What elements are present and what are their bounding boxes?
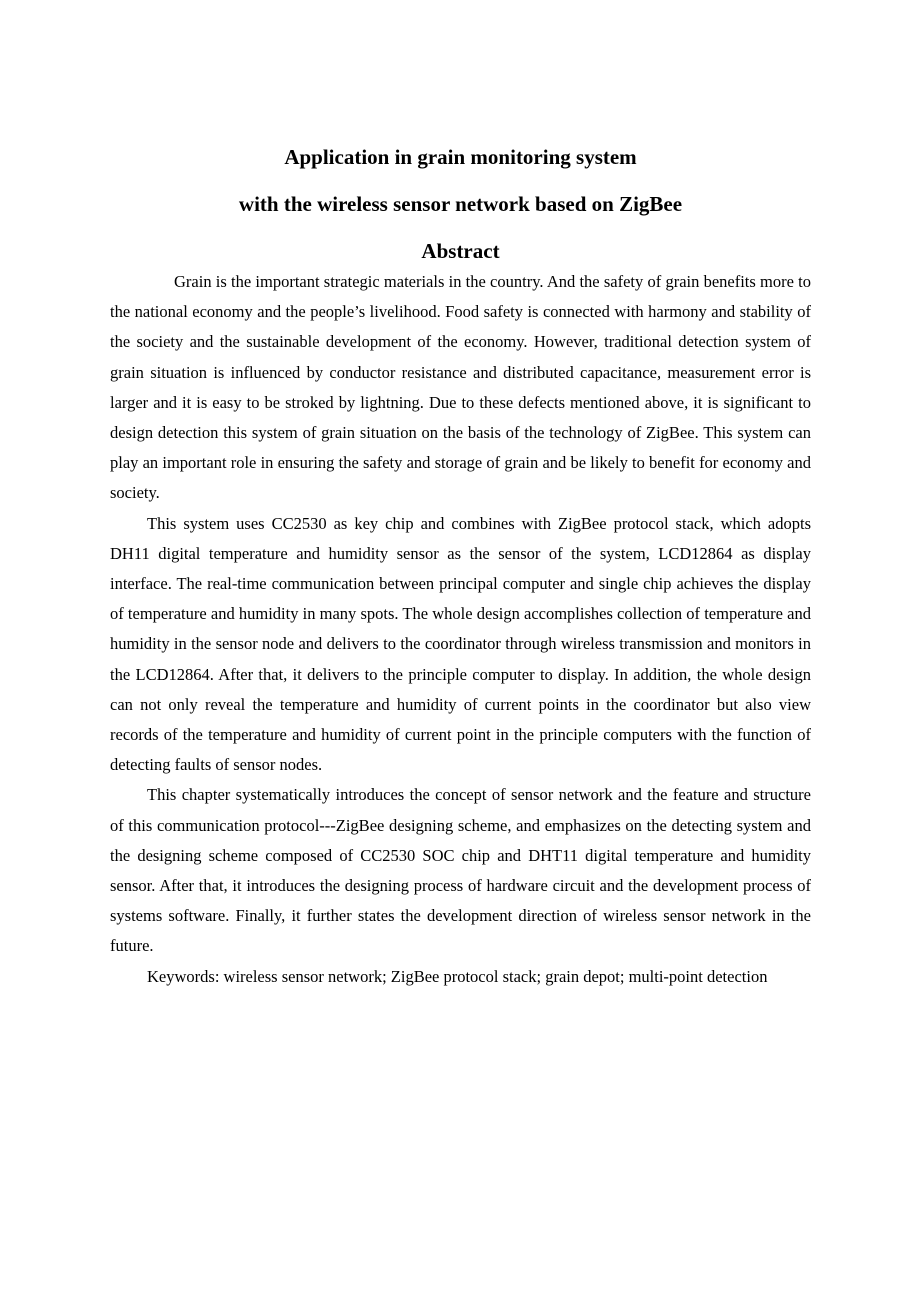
document-title-line-1: Application in grain monitoring system [284,145,637,169]
abstract-body [110,267,811,992]
abstract-paragraph-2: This system uses CC2530 as key chip and combines with ZigBee protocol stack, which adopts DH11 digital temperature and humidity sensor as the sensor of the system, LCD12864 as display interface. The real-time communication between principal computer and single chip achieves the display of temperature and humidity in many spots. The whole design accomplishes collection of temperature and humidity in the sensor node and delivers to the coordinator through wireless transmission and monitors in the LCD12864. After that, it delivers to the principle computer to display. In addition, the whole design can not only reveal the temperature and humidity of current points in the coordinator but also view records of the temperature and humidity of current point in the principle computers with the function of detecting faults of sensor nodes. [110,513,811,775]
abstract-heading: Abstract [421,239,500,263]
keywords-paragraph: Keywords: wireless sensor network; ZigBee protocol stack; grain depot; multi-point detection [147,966,768,986]
abstract-paragraph-1: Grain is the important strategic materials in the country. And the safety of grain benefits more to the national economy and the people’s livelihood. Food safety is connected with harmony and stability of the society and the sustainable development of the economy. However, traditional detection system of grain situation is influenced by conductor resistance and distributed capacitance, measurement error is larger and it is easy to be stroked by lightning. Due to these defects mentioned above, it is significant to design detection this system of grain situation on the basis of the technology of ZigBee. This system can play an important role in ensuring the safety and storage of grain and be likely to benefit for economy and society. [110,272,811,503]
document-page [110,142,811,992]
document-title-line-2: with the wireless sensor network based on ZigBee [238,192,683,216]
abstract-paragraph-3: This chapter systematically introduces the concept of sensor network and the feature and structure of this communication protocol---ZigBee designing scheme, and emphasizes on the detecting system and the designing scheme composed of CC2530 SOC chip and DHT11 digital temperature and humidity sensor. After that, it introduces the designing process of hardware circuit and the development process of systems software. Finally, it further states the development direction of wireless sensor network in the future. [110,785,811,956]
